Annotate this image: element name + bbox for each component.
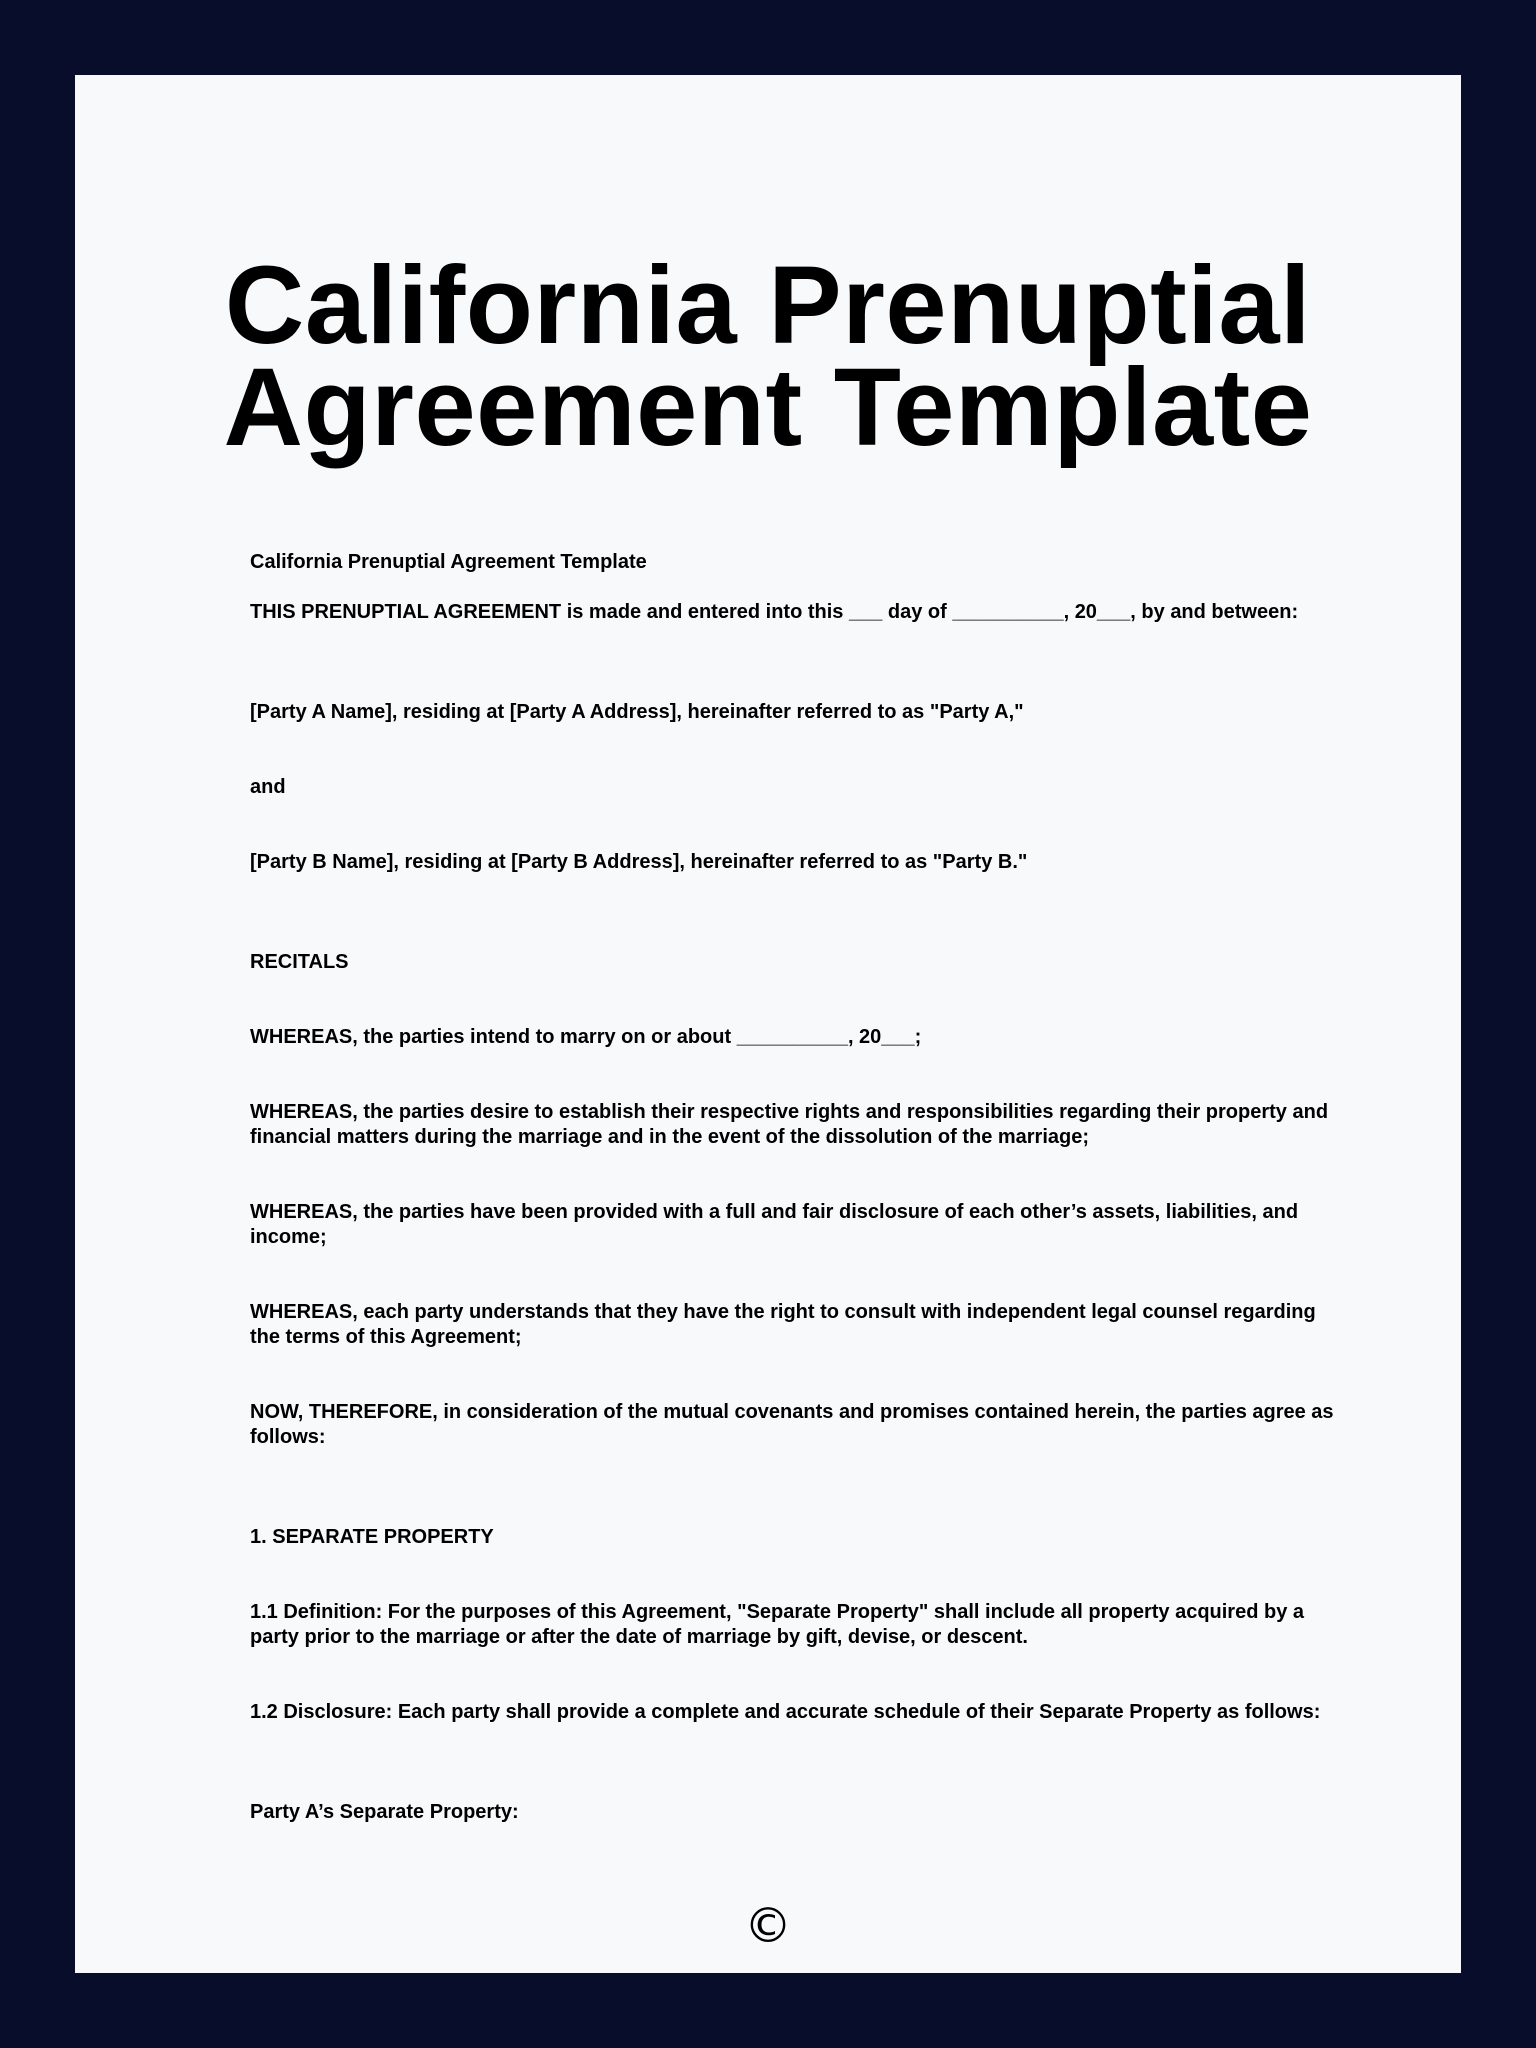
- whereas-rights-paragraph: WHEREAS, the parties desire to establish their respective rights and responsibilities regarding their property and financial matters during the marriage and in the event of the dissolution of the marriage;: [250, 1101, 1329, 1148]
- party-a-paragraph: [Party A Name], residing at [Party A Address], hereinafter referred to as "Party A,": [250, 701, 1024, 723]
- intro-paragraph: THIS PRENUPTIAL AGREEMENT is made and entered into this ___ day of __________, 20___, by and between:: [250, 601, 1299, 623]
- party-b-paragraph: [Party B Name], residing at [Party B Address], hereinafter referred to as "Party B.": [250, 851, 1028, 873]
- now-therefore-paragraph: NOW, THEREFORE, in consideration of the mutual covenants and promises contained herein, the parties agree as follows:: [250, 1401, 1334, 1448]
- document-title: [75, 244, 1461, 469]
- title-line-1: California Prenuptial: [224, 244, 1312, 367]
- recitals-heading: RECITALS: [250, 951, 349, 973]
- copyright-icon: ©: [744, 1898, 792, 1954]
- subtitle-paragraph: California Prenuptial Agreement Template: [250, 551, 647, 573]
- whereas-marry-paragraph: WHEREAS, the parties intend to marry on or about __________, 20___;: [250, 1026, 922, 1048]
- title-line-2: Agreement Template: [223, 346, 1313, 469]
- definition-paragraph: 1.1 Definition: For the purposes of this Agreement, "Separate Property" shall include all property acquired by a party prior to the marriage or after the date of marriage by gift, devise, or descent.: [250, 1601, 1305, 1648]
- document-page: [75, 75, 1461, 1973]
- party-a-separate-property-label: Party A’s Separate Property:: [250, 1801, 519, 1823]
- whereas-disclosure-paragraph: WHEREAS, the parties have been provided with a full and fair disclosure of each other’s assets, liabilities, and income;: [250, 1201, 1299, 1248]
- whereas-counsel-paragraph: WHEREAS, each party understands that they have the right to consult with independent legal counsel regarding the terms of this Agreement;: [250, 1301, 1316, 1348]
- disclosure-paragraph: 1.2 Disclosure: Each party shall provide a complete and accurate schedule of their Separate Property as follows:: [250, 1701, 1321, 1723]
- separate-property-heading: 1. SEPARATE PROPERTY: [250, 1526, 494, 1548]
- and-paragraph: and: [250, 776, 286, 798]
